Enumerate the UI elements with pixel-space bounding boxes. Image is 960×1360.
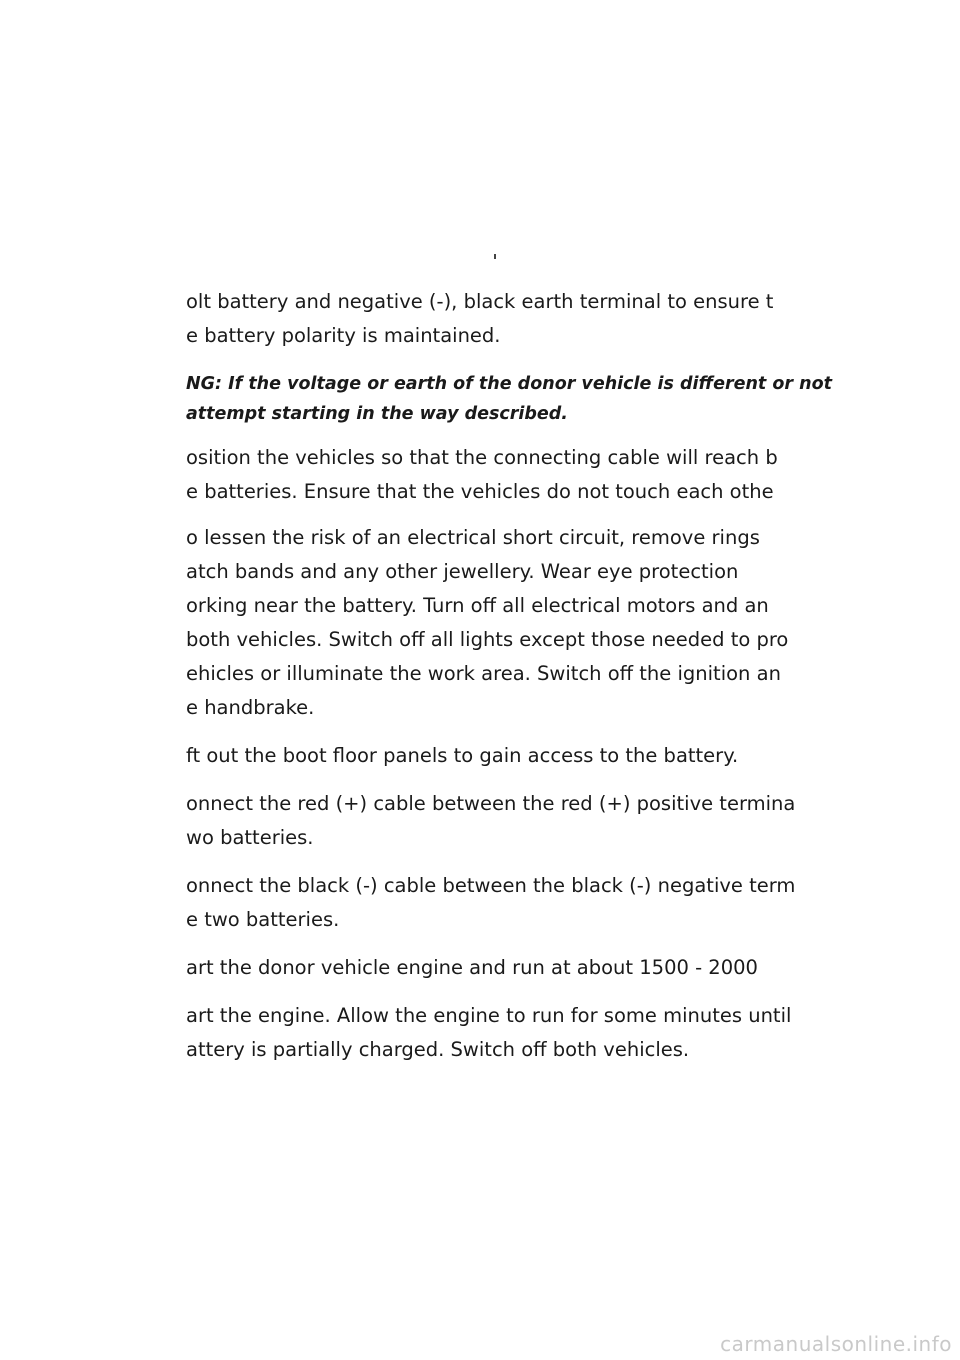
- text-line: both vehicles. Switch off all lights except those needed to pro: [186, 628, 789, 651]
- text-line: attery is partially charged. Switch off both vehicles.: [186, 1038, 690, 1061]
- text-line: atch bands and any other jewellery. Wear eye protection: [186, 560, 739, 583]
- warning-line: attempt starting in the way described.: [186, 404, 568, 424]
- text-line: e two batteries.: [186, 908, 340, 931]
- text-line: e batteries. Ensure that the vehicles do not touch each othe: [186, 480, 774, 503]
- text-line: art the engine. Allow the engine to run for some minutes until: [186, 1004, 792, 1027]
- text-line: onnect the black (-) cable between the black (-) negative term: [186, 874, 796, 897]
- text-line: wo batteries.: [186, 826, 314, 849]
- text-line: e handbrake.: [186, 696, 315, 719]
- text-line: ehicles or illuminate the work area. Switch off the ignition an: [186, 662, 781, 685]
- text-line: e battery polarity is maintained.: [186, 324, 501, 347]
- watermark: carmanualsonline.info: [720, 1332, 952, 1356]
- text-line: orking near the battery. Turn off all electrical motors and an: [186, 594, 769, 617]
- text-line: art the donor vehicle engine and run at about 1500 - 2000: [186, 956, 758, 979]
- warning-line: NG: If the voltage or earth of the donor vehicle is different or not: [186, 374, 832, 394]
- text-line: o lessen the risk of an electrical short circuit, remove rings: [186, 526, 760, 549]
- text-line: onnect the red (+) cable between the red (+) positive termina: [186, 792, 796, 815]
- manual-text-block: [186, 250, 832, 1070]
- text-line: olt battery and negative (-), black earth terminal to ensure t: [186, 290, 774, 313]
- text-line: osition the vehicles so that the connecting cable will reach b: [186, 446, 778, 469]
- text-line: ft out the boot floor panels to gain access to the battery.: [186, 744, 739, 767]
